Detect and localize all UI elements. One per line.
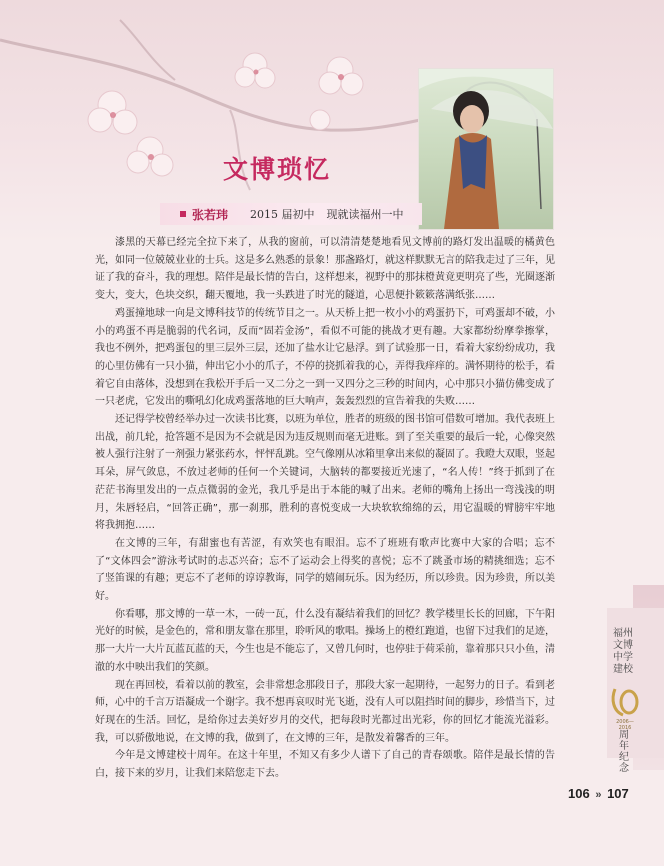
paragraph: 鸡蛋撞地球一向是文博科技节的传统节目之一。从天桥上把一枚小小的鸡蛋扔下，可鸡蛋却不破，小小的鸡蛋不再是脆弱的代名词，反而“固若金汤”，看似不可能的挑战才更有趣。大家都纷纷摩拳擦掌，我也不例外，把鸡蛋包的里三层外三层，还加了盐水让它悬浮。到了试验那一日，看着大家纷纷成功，我的心里仿佛有一只小猫，伸出它小小的爪子，不停的挠抓着我的心，弄得我痒痒的。满怀期待的松手，看着它自由落体，没想到在我松开手后一又二分之一到一又四分之三秒的时间内，心中那只小猫仿佛变成了一只老虎，它发出的嘶吼幻化成鸡蛋落地的巨大响声，轰轰烈烈的宣告着我的失败…… bbox=[95, 307, 555, 408]
author-class: 2015 届初中 bbox=[250, 208, 315, 221]
paragraph: 你看哪，那文博的一草一木，一砖一瓦，什么没有凝结着我们的回忆？教学楼里长长的回廊，下午阳光好的时候，是金色的，常和朋友靠在那里，聆听风的歌唱。操场上的橙红跑道，也留下过我们的足迹，那一大片一大片瓦蓝瓦蓝的天，今生也是不能忘了，又曾几何时，也停驻于荷采前，靠着那只只小鱼，清澈的水中映出我们的笑颜。 bbox=[95, 608, 555, 673]
article-body bbox=[95, 234, 555, 783]
paragraph: 现在再回校，看着以前的教室，会非常想念那段日子，那段大家一起期待，一起努力的日子。看到老师，心中的千言万语凝成一个谢字。我不想再哀叹时光飞逝，没有人可以阻挡时间的脚步，珍惜当下，过好现在的生活。回忆，是给你过去美好岁月的交代，把每段时光都过出光彩，你的回忆才能流光溢彩。我，可以骄傲地说，在文博的我，做到了，在文博的三年，是散发着馨香的三年。 bbox=[95, 679, 555, 744]
side-school-text: 福州文博中学建校 bbox=[613, 628, 633, 675]
page-number-right: 107 bbox=[607, 786, 629, 801]
bullet-square-icon bbox=[180, 211, 186, 217]
page-separator: » bbox=[595, 789, 602, 801]
page-number-left: 106 bbox=[568, 786, 590, 801]
ten-year-logo-icon bbox=[609, 685, 641, 719]
portrait-illustration bbox=[419, 69, 553, 229]
article-title: 文博琐忆 bbox=[223, 155, 332, 184]
author-name: 张若玮 bbox=[192, 207, 229, 222]
side-years: 2006—2016 bbox=[616, 719, 634, 731]
paragraph: 在文博的三年，有甜蜜也有苦涩，有欢笑也有眼泪。忘不了班班有歌声比赛中大家的合唱；忘不了“文体四会”游泳考试时的忐忑兴奋；忘不了运动会上得奖的喜悦；忘不了跳蚤市场的精挑细选；忘不了竖笛课的有趣；更忘不了老师的谆谆教诲，同学的嬉闹玩乐。因为经历，所以珍贵。因为珍贵，所以美好。 bbox=[95, 537, 555, 603]
paragraph: 今年是文博建校十周年。在这十年里，不知又有多少人谱下了自己的青春颂歌。陪伴是最长情的告白，接下来的岁月，让我们来陪您走下去。 bbox=[95, 750, 555, 780]
author-portrait-photo bbox=[418, 68, 554, 230]
paragraph: 漆黑的天幕已经完全拉下来了，从我的窗前，可以清清楚楚地看见文博前的路灯发出温暖的橘黄色光，如同一位兢兢业业的士兵。这是多么熟悉的景象！那盏路灯，就这样默默无言的陪我走过了三年，见证了我的奋斗，我的理想。陪伴是最长情的告白，这样想来，视野中的那抹橙黄竟更明亮了些，光圈逐渐变大，变大，色块交织，翻天覆地，我一头跌进了时光的隧道，心思便扑簌簌落满纸张…… bbox=[95, 237, 555, 302]
author-current-school: 现就读福州一中 bbox=[326, 208, 404, 221]
paragraph: 还记得学校曾经举办过一次读书比赛，以班为单位，胜者的班级的图书馆可借数可增加。我代表班上出战，前几轮，抢答题不是因为不会就是因为违反规则而毫无进账。到了至关重要的最后一轮，心像突然被人强行注射了一剂强力紧张药水，怦怦乱跳。空气像刚从冰箱里拿出来似的凝固了。我瞪大双眼，竖起耳朵，屏气敛息，不放过老师的任何一个关键词，大脑转的都要接近光速了，“名人传！”终于抓到了在茫茫书海里发出的一点点微弱的金光，我几乎是出于本能的喊了出来。老师的嘴角上扬出一弯浅浅的明月，朱唇轻启，“回答正确”，那一刹那，胜利的喜悦变成一大块软软绵绵的云，用它温暖的臂膀牢牢地将我拥抱…… bbox=[95, 414, 555, 532]
author-byline bbox=[160, 203, 422, 225]
side-anniversary-text: 周年纪念 bbox=[619, 730, 629, 774]
page-numbers bbox=[568, 786, 648, 801]
